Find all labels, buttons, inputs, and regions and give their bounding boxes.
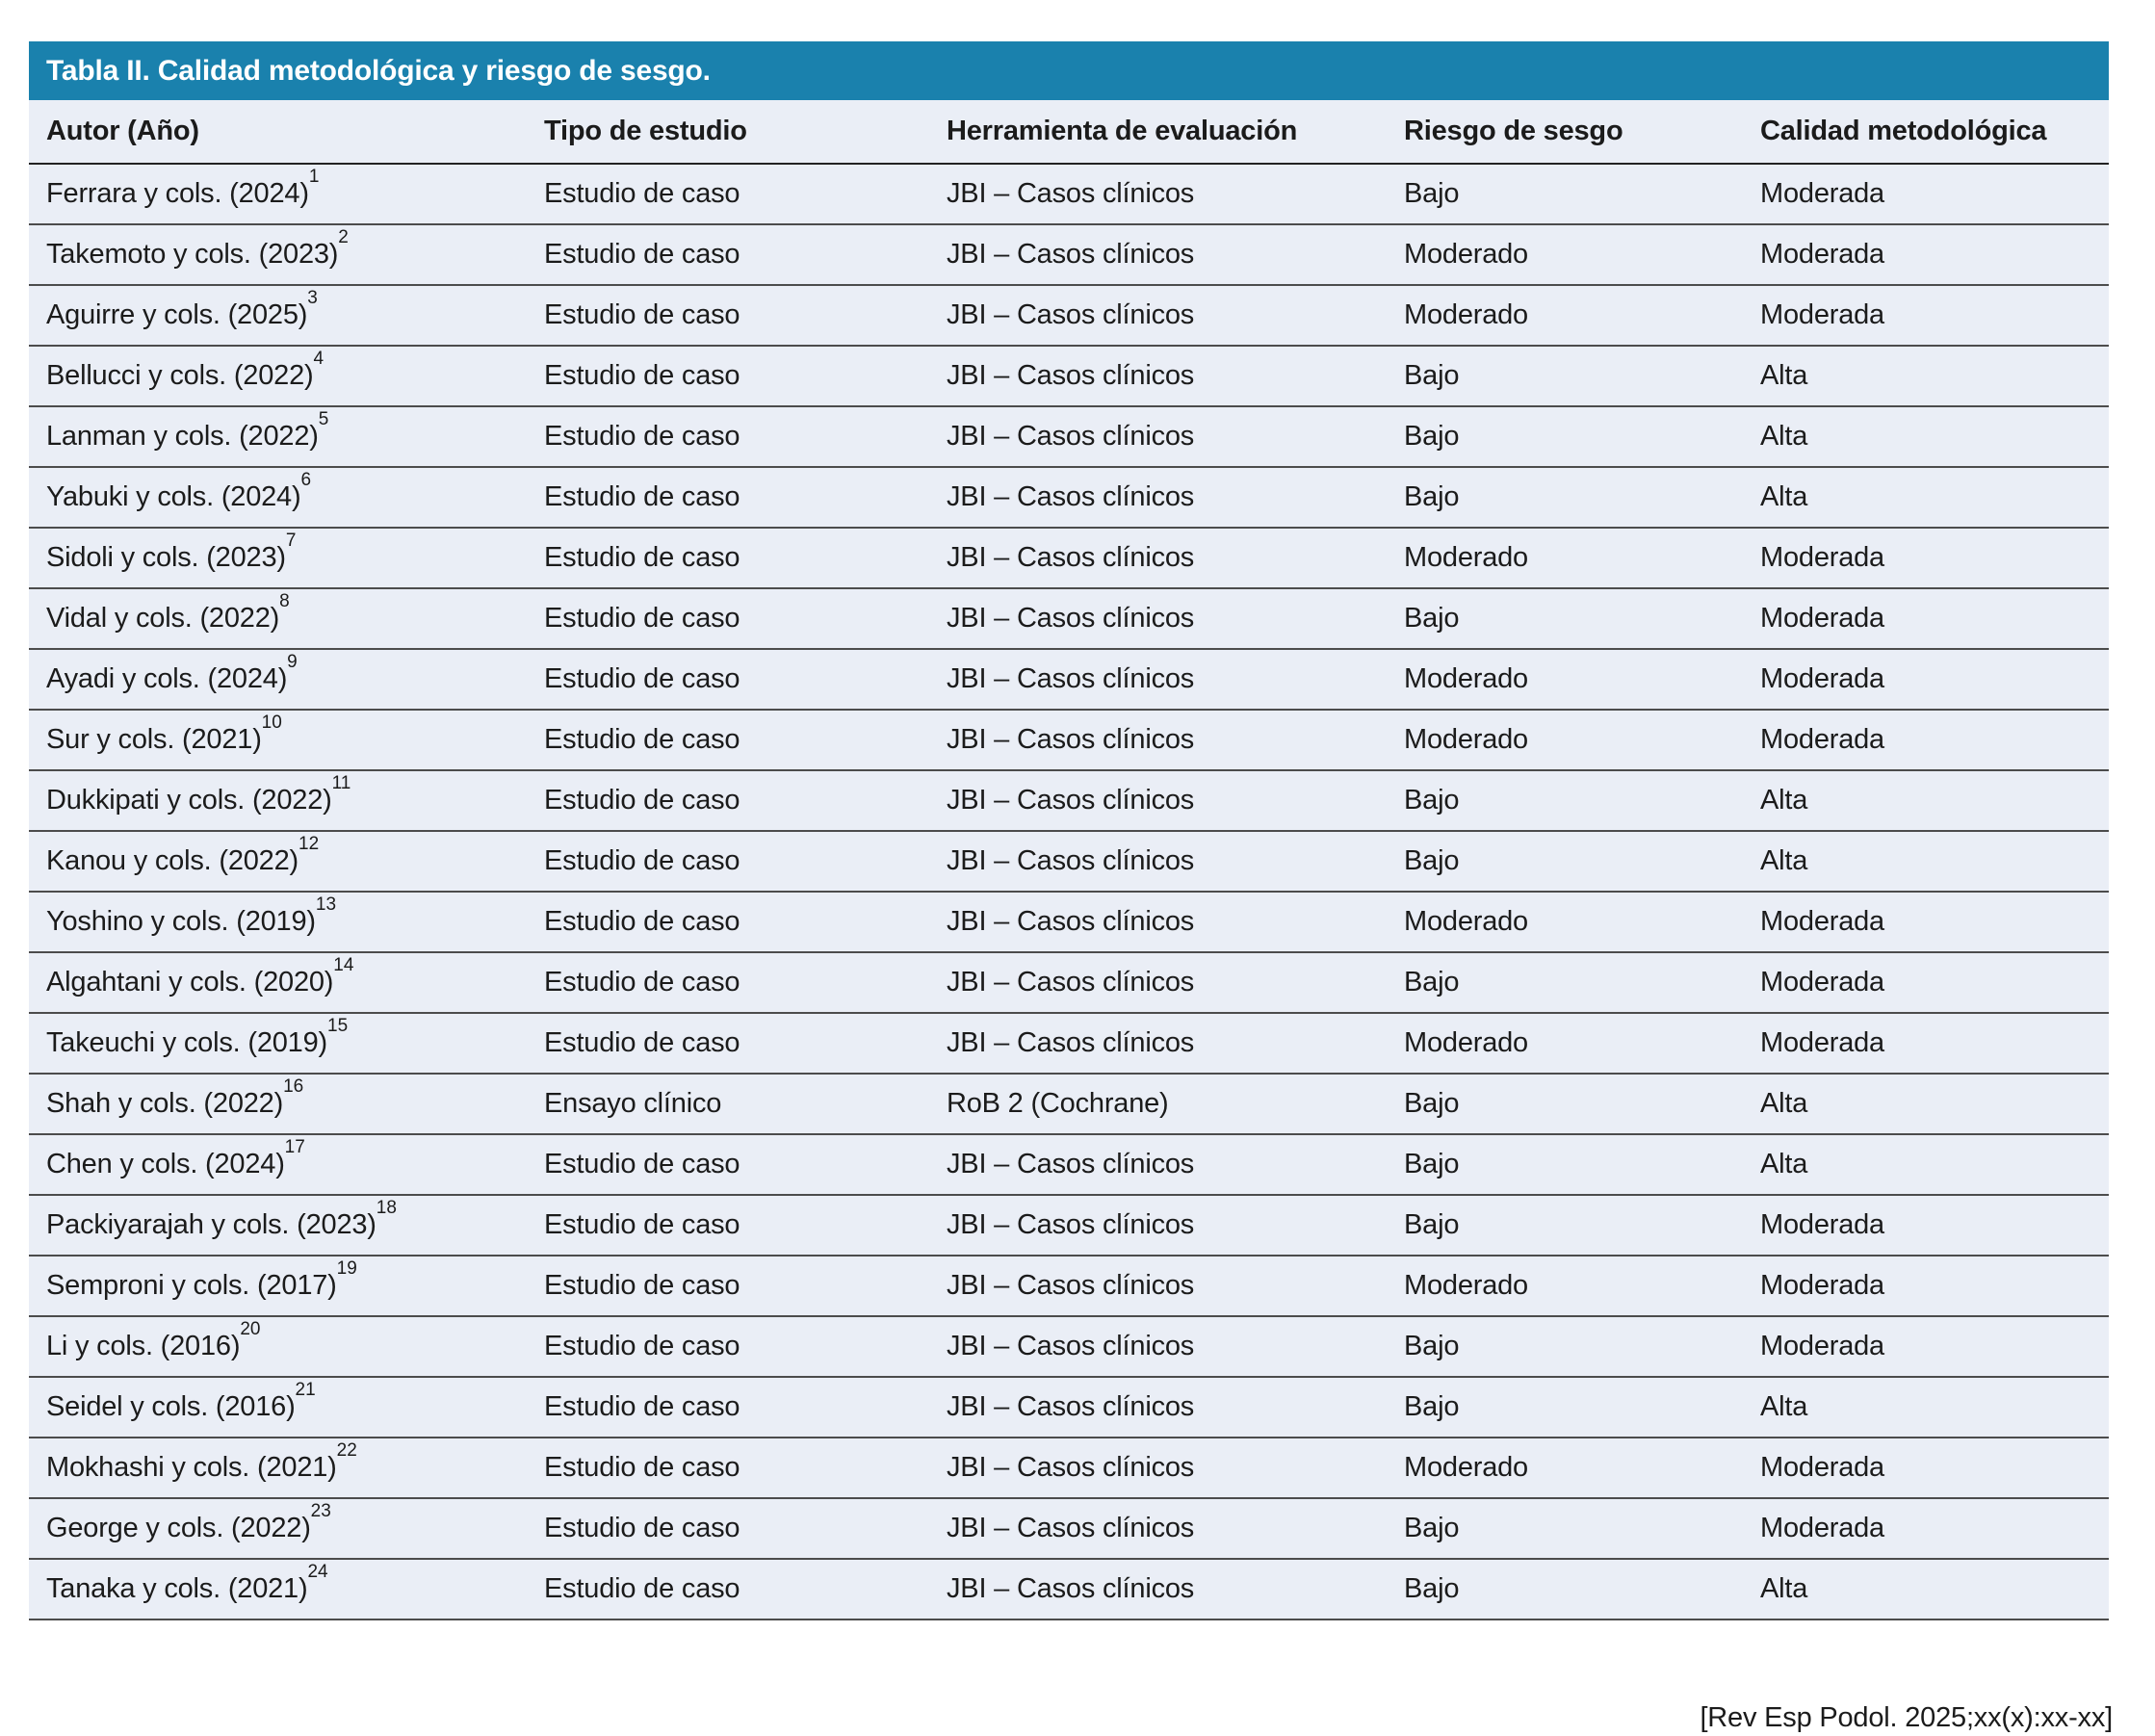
cell-author: Dukkipati y cols. $(2022)^{11}$ (29, 770, 544, 831)
cell-risk-of-bias: Moderado (1404, 710, 1760, 770)
cell-assessment-tool: JBI – Casos clínicos (947, 1256, 1404, 1316)
cell-study-type: Estudio de caso (544, 710, 947, 770)
reference-superscript: 7 (285, 531, 297, 552)
cell-methodological-quality: Alta (1760, 1074, 2109, 1134)
cell-methodological-quality: Alta (1760, 831, 2109, 892)
table-row (29, 1074, 2109, 1134)
cell-author: Ayadi y cols. $(2024)^9$ (29, 649, 544, 710)
reference-superscript: 19 (336, 1258, 357, 1280)
cell-assessment-tool: JBI – Casos clínicos (947, 1498, 1404, 1559)
table-row (29, 1498, 2109, 1559)
table-row (29, 952, 2109, 1013)
cell-risk-of-bias: Bajo (1404, 164, 1760, 224)
cell-author: Kanou y cols. $(2022)^{12}$ (29, 831, 544, 892)
table-body (29, 164, 2109, 1619)
table-header (29, 100, 2109, 164)
reference-superscript: 8 (279, 591, 290, 612)
table-row (29, 831, 2109, 892)
header-row (29, 100, 2109, 164)
cell-author: Takeuchi y cols. $(2019)^{15}$ (29, 1013, 544, 1074)
reference-superscript: 13 (315, 894, 337, 916)
cell-author: Bellucci y cols. $(2022)^4$ (29, 346, 544, 406)
cell-risk-of-bias: Bajo (1404, 1498, 1760, 1559)
table-row (29, 1013, 2109, 1074)
cell-risk-of-bias: Moderado (1404, 528, 1760, 588)
table-row (29, 164, 2109, 224)
table-row (29, 1377, 2109, 1438)
cell-study-type: Estudio de caso (544, 1498, 947, 1559)
cell-methodological-quality: Alta (1760, 770, 2109, 831)
cell-study-type: Estudio de caso (544, 1013, 947, 1074)
journal-citation: [Rev Esp Podol. 2025;xx(x):xx-xx] (1700, 1702, 2113, 1733)
reference-superscript: 6 (300, 470, 312, 491)
cell-author: Yoshino y cols. $(2019)^{13}$ (29, 892, 544, 952)
cell-methodological-quality: Alta (1760, 467, 2109, 528)
table-row (29, 1438, 2109, 1498)
cell-study-type: Estudio de caso (544, 224, 947, 285)
table-row (29, 1195, 2109, 1256)
cell-study-type: Estudio de caso (544, 770, 947, 831)
cell-risk-of-bias: Bajo (1404, 1559, 1760, 1619)
cell-assessment-tool: JBI – Casos clínicos (947, 1195, 1404, 1256)
cell-study-type: Estudio de caso (544, 649, 947, 710)
cell-author: Algahtani y cols. $(2020)^{14}$ (29, 952, 544, 1013)
column-header-risk-of-bias: Riesgo de sesgo (1404, 100, 1760, 164)
reference-superscript: 21 (295, 1380, 316, 1401)
reference-superscript: 23 (310, 1501, 331, 1522)
table-row (29, 406, 2109, 467)
reference-superscript: 11 (331, 773, 351, 794)
reference-superscript: 20 (240, 1319, 261, 1340)
cell-risk-of-bias: Bajo (1404, 406, 1760, 467)
column-header-study-type: Tipo de estudio (544, 100, 947, 164)
cell-risk-of-bias: Bajo (1404, 467, 1760, 528)
table-row (29, 588, 2109, 649)
table-title: Tabla II. Calidad metodológica y riesgo de sesgo. (46, 54, 711, 87)
cell-author: Shah y cols. $(2022)^{16}$ (29, 1074, 544, 1134)
cell-methodological-quality: Moderada (1760, 710, 2109, 770)
cell-risk-of-bias: Moderado (1404, 892, 1760, 952)
cell-author: George y cols. $(2022)^{23}$ (29, 1498, 544, 1559)
reference-superscript: 12 (299, 834, 320, 855)
reference-superscript: 17 (284, 1137, 305, 1158)
reference-superscript: 14 (333, 955, 354, 976)
cell-author: Ferrara y cols. $(2024)^1$ (29, 164, 544, 224)
cell-risk-of-bias: Moderado (1404, 285, 1760, 346)
cell-assessment-tool: JBI – Casos clínicos (947, 649, 1404, 710)
cell-study-type: Estudio de caso (544, 1195, 947, 1256)
cell-methodological-quality: Moderada (1760, 164, 2109, 224)
cell-author: Tanaka y cols. $(2021)^{24}$ (29, 1559, 544, 1619)
cell-assessment-tool: JBI – Casos clínicos (947, 1438, 1404, 1498)
cell-author: Yabuki y cols. $(2024)^6$ (29, 467, 544, 528)
cell-author: Lanman y cols. $(2022)^5$ (29, 406, 544, 467)
table-row (29, 1559, 2109, 1619)
cell-risk-of-bias: Bajo (1404, 1377, 1760, 1438)
cell-risk-of-bias: Moderado (1404, 1438, 1760, 1498)
cell-author: Packiyarajah y cols. $(2023)^{18}$ (29, 1195, 544, 1256)
cell-author: Seidel y cols. $(2016)^{21}$ (29, 1377, 544, 1438)
table-row (29, 285, 2109, 346)
cell-study-type: Estudio de caso (544, 406, 947, 467)
cell-assessment-tool: JBI – Casos clínicos (947, 285, 1404, 346)
cell-risk-of-bias: Bajo (1404, 588, 1760, 649)
table-row (29, 770, 2109, 831)
cell-assessment-tool: JBI – Casos clínicos (947, 1316, 1404, 1377)
table-row (29, 528, 2109, 588)
table-row (29, 1256, 2109, 1316)
cell-assessment-tool: RoB 2 (Cochrane) (947, 1074, 1404, 1134)
cell-assessment-tool: JBI – Casos clínicos (947, 710, 1404, 770)
cell-assessment-tool: JBI – Casos clínicos (947, 224, 1404, 285)
cell-assessment-tool: JBI – Casos clínicos (947, 1377, 1404, 1438)
cell-assessment-tool: JBI – Casos clínicos (947, 164, 1404, 224)
cell-risk-of-bias: Bajo (1404, 1074, 1760, 1134)
table-row (29, 467, 2109, 528)
reference-superscript: 10 (261, 713, 282, 734)
cell-study-type: Estudio de caso (544, 952, 947, 1013)
column-header-assessment-tool: Herramienta de evaluación (947, 100, 1404, 164)
cell-risk-of-bias: Bajo (1404, 1316, 1760, 1377)
cell-risk-of-bias: Bajo (1404, 1195, 1760, 1256)
cell-methodological-quality: Moderada (1760, 892, 2109, 952)
cell-study-type: Estudio de caso (544, 467, 947, 528)
cell-methodological-quality: Moderada (1760, 952, 2109, 1013)
methodological-quality-table (29, 41, 2109, 1620)
reference-superscript: 9 (287, 652, 298, 673)
cell-author: Semproni y cols. $(2017)^{19}$ (29, 1256, 544, 1316)
cell-study-type: Estudio de caso (544, 164, 947, 224)
cell-assessment-tool: JBI – Casos clínicos (947, 952, 1404, 1013)
cell-assessment-tool: JBI – Casos clínicos (947, 831, 1404, 892)
cell-methodological-quality: Moderada (1760, 1316, 2109, 1377)
cell-methodological-quality: Moderada (1760, 285, 2109, 346)
cell-study-type: Estudio de caso (544, 1316, 947, 1377)
cell-study-type: Estudio de caso (544, 588, 947, 649)
cell-methodological-quality: Moderada (1760, 528, 2109, 588)
table-row (29, 1134, 2109, 1195)
cell-study-type: Estudio de caso (544, 528, 947, 588)
cell-methodological-quality: Moderada (1760, 1013, 2109, 1074)
reference-superscript: 24 (307, 1562, 328, 1583)
cell-methodological-quality: Alta (1760, 1559, 2109, 1619)
cell-study-type: Estudio de caso (544, 285, 947, 346)
cell-study-type: Estudio de caso (544, 892, 947, 952)
table-row (29, 1316, 2109, 1377)
reference-superscript: 1 (308, 167, 320, 188)
table-row (29, 224, 2109, 285)
reference-superscript: 15 (327, 1016, 349, 1037)
cell-methodological-quality: Alta (1760, 1377, 2109, 1438)
cell-risk-of-bias: Bajo (1404, 1134, 1760, 1195)
table-row (29, 892, 2109, 952)
data-table (29, 100, 2109, 1620)
cell-methodological-quality: Moderada (1760, 1195, 2109, 1256)
cell-risk-of-bias: Moderado (1404, 1256, 1760, 1316)
cell-assessment-tool: JBI – Casos clínicos (947, 467, 1404, 528)
table-row (29, 346, 2109, 406)
cell-assessment-tool: JBI – Casos clínicos (947, 346, 1404, 406)
reference-superscript: 3 (307, 288, 318, 309)
cell-methodological-quality: Moderada (1760, 1498, 2109, 1559)
cell-author: Vidal y cols. $(2022)^8$ (29, 588, 544, 649)
cell-risk-of-bias: Moderado (1404, 649, 1760, 710)
cell-risk-of-bias: Bajo (1404, 770, 1760, 831)
table-row (29, 649, 2109, 710)
cell-study-type: Estudio de caso (544, 1134, 947, 1195)
cell-risk-of-bias: Moderado (1404, 224, 1760, 285)
cell-methodological-quality: Moderada (1760, 224, 2109, 285)
reference-superscript: 16 (283, 1076, 304, 1098)
reference-superscript: 5 (318, 409, 329, 430)
cell-assessment-tool: JBI – Casos clínicos (947, 1013, 1404, 1074)
cell-author: Takemoto y cols. $(2023)^2$ (29, 224, 544, 285)
cell-risk-of-bias: Bajo (1404, 952, 1760, 1013)
reference-superscript: 4 (313, 349, 325, 370)
cell-assessment-tool: JBI – Casos clínicos (947, 1559, 1404, 1619)
cell-methodological-quality: Alta (1760, 406, 2109, 467)
cell-methodological-quality: Moderada (1760, 649, 2109, 710)
cell-methodological-quality: Moderada (1760, 1438, 2109, 1498)
reference-superscript: 22 (336, 1440, 357, 1462)
cell-author: Li y cols. $(2016)^{20}$ (29, 1316, 544, 1377)
reference-superscript: 18 (376, 1198, 397, 1219)
cell-methodological-quality: Moderada (1760, 588, 2109, 649)
cell-methodological-quality: Alta (1760, 346, 2109, 406)
cell-author: Mokhashi y cols. $(2021)^{22}$ (29, 1438, 544, 1498)
cell-study-type: Ensayo clínico (544, 1074, 947, 1134)
cell-assessment-tool: JBI – Casos clínicos (947, 528, 1404, 588)
cell-study-type: Estudio de caso (544, 1438, 947, 1498)
cell-author: Aguirre y cols. $(2025)^3$ (29, 285, 544, 346)
cell-study-type: Estudio de caso (544, 831, 947, 892)
reference-superscript: 2 (338, 227, 349, 248)
cell-risk-of-bias: Moderado (1404, 1013, 1760, 1074)
cell-author: Sidoli y cols. $(2023)^7$ (29, 528, 544, 588)
table-row (29, 710, 2109, 770)
cell-risk-of-bias: Bajo (1404, 831, 1760, 892)
column-header-author: Autor (Año) (29, 100, 544, 164)
cell-methodological-quality: Alta (1760, 1134, 2109, 1195)
cell-study-type: Estudio de caso (544, 346, 947, 406)
column-header-methodological-quality: Calidad metodológica (1760, 100, 2109, 164)
cell-assessment-tool: JBI – Casos clínicos (947, 588, 1404, 649)
cell-study-type: Estudio de caso (544, 1559, 947, 1619)
cell-study-type: Estudio de caso (544, 1377, 947, 1438)
cell-methodological-quality: Moderada (1760, 1256, 2109, 1316)
cell-author: Sur y cols. $(2021)^{10}$ (29, 710, 544, 770)
table-title-bar (29, 41, 2109, 100)
cell-assessment-tool: JBI – Casos clínicos (947, 770, 1404, 831)
cell-risk-of-bias: Bajo (1404, 346, 1760, 406)
cell-assessment-tool: JBI – Casos clínicos (947, 1134, 1404, 1195)
cell-study-type: Estudio de caso (544, 1256, 947, 1316)
cell-assessment-tool: JBI – Casos clínicos (947, 892, 1404, 952)
cell-assessment-tool: JBI – Casos clínicos (947, 406, 1404, 467)
cell-author: Chen y cols. $(2024)^{17}$ (29, 1134, 544, 1195)
